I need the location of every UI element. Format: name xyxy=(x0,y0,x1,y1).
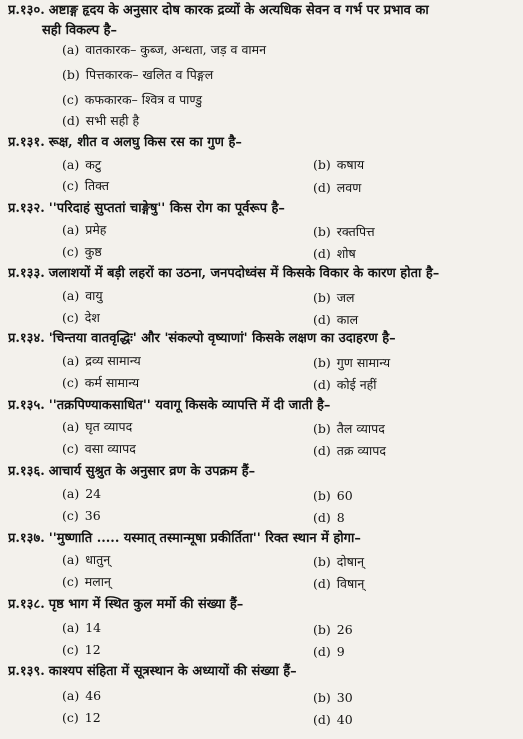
question-number: प्र.१३१. xyxy=(8,135,45,150)
question-137 xyxy=(8,530,517,547)
question-number: प्र.१३७. xyxy=(8,531,45,546)
option-b: (b) रक्तपित्त xyxy=(313,224,375,239)
question-text: आचार्य सुश्रुत के अनुसार व्रण के उपक्रम हैं– xyxy=(48,464,256,479)
option-b: (b) कषाय xyxy=(313,157,365,172)
question-139 xyxy=(8,663,517,680)
question-text: 'चिन्तया वातवृद्धिः' और 'संकल्पो वृष्याणां' किसके लक्षण का उदाहरण है– xyxy=(48,331,396,346)
option-d: (d) तक्र व्यापद xyxy=(313,443,386,458)
question-136 xyxy=(8,463,517,480)
option-c: (c) 12 xyxy=(62,642,101,657)
question-text: ''तक्रपिण्याकसाधित'' यवागू किसके व्यापत्ति में दी जाती है– xyxy=(48,398,331,413)
option-d: (d) कोई नहीं xyxy=(313,377,377,392)
question-text-continued: सही विकल्प है– xyxy=(42,23,118,38)
option-b: (b) तैल व्यापद xyxy=(313,421,385,436)
question-133 xyxy=(8,265,517,282)
option-a: (a) धातुन् xyxy=(62,552,111,567)
option-c: (c) मलान् xyxy=(62,574,111,589)
question-text: रूक्ष, शीत व अलघु किस रस का गुण है– xyxy=(48,135,242,150)
option-d: (d) विषान् xyxy=(313,576,365,591)
option-c: (c) 12 xyxy=(62,710,101,725)
question-number: प्र.१३२. xyxy=(8,201,45,216)
question-135 xyxy=(8,397,517,414)
option-a: (a) प्रमेह xyxy=(62,222,107,237)
question-134 xyxy=(8,330,517,347)
question-131 xyxy=(8,134,517,151)
option-a: (a) द्रव्य सामान्य xyxy=(62,353,141,368)
question-text: ''मुष्णाति ..... यस्मात् तस्मान्मूषा प्रकीर्तिता'' रिक्त स्थान में होगा– xyxy=(48,531,361,546)
option-a: (a) 46 xyxy=(62,688,102,703)
option-c: (c) तिक्त xyxy=(62,178,109,193)
option-a: (a) वातकारक– कुब्ज, अन्धता, जड़ व वामन xyxy=(62,42,267,57)
question-130 xyxy=(8,2,517,19)
option-c: (c) कर्म सामान्य xyxy=(62,375,140,390)
option-d: (d) 8 xyxy=(313,510,345,525)
option-a: (a) वायु xyxy=(62,288,103,303)
option-b: (b) दोषान् xyxy=(313,554,365,569)
question-text: पृष्ठ भाग में स्थित कुल मर्मो की संख्या हैं– xyxy=(48,597,244,612)
option-b: (b) पित्तकारक– खलित व पिङ्गल xyxy=(62,67,214,82)
option-d: (d) काल xyxy=(313,312,359,327)
question-number: प्र.१३६. xyxy=(8,464,45,479)
option-d: (d) लवण xyxy=(313,180,362,195)
option-c: (c) कुष्ठ xyxy=(62,244,102,259)
option-c: (c) कफकारक– श्वित्र व पाण्डु xyxy=(62,92,203,107)
question-text: काश्यप संहिता में सूत्रस्थान के अध्यायों की संख्या हैं– xyxy=(48,664,297,679)
option-d: (d) 9 xyxy=(313,644,345,659)
option-c: (c) 36 xyxy=(62,508,101,523)
option-d: (d) शोष xyxy=(313,246,356,261)
option-c: (c) देश xyxy=(62,310,100,325)
question-138 xyxy=(8,596,517,613)
question-number: प्र.१३४. xyxy=(8,331,45,346)
option-a: (a) कटु xyxy=(62,157,102,172)
option-a: (a) 24 xyxy=(62,486,102,501)
question-text: अष्टाङ्ग हृदय के अनुसार दोष कारक द्रव्यों के अत्यधिक सेवन व गर्भ पर प्रभाव का xyxy=(48,3,429,18)
option-b: (b) 26 xyxy=(313,622,353,637)
option-a: (a) 14 xyxy=(62,620,102,635)
option-a: (a) घृत व्यापद xyxy=(62,419,133,434)
question-number: प्र.१३९. xyxy=(8,664,45,679)
question-number: प्र.१३०. xyxy=(8,3,45,18)
option-b: (b) 30 xyxy=(313,690,353,705)
option-d: (d) सभी सही है xyxy=(62,113,140,128)
question-number: प्र.१३३. xyxy=(8,266,45,281)
question-number: प्र.१३८. xyxy=(8,597,45,612)
option-b: (b) गुण सामान्य xyxy=(313,355,391,370)
option-d: (d) 40 xyxy=(313,712,353,727)
question-text: ''परिदाहं सुप्ततां चाङ्गेषु'' किस रोग का पूर्वरूप है– xyxy=(48,201,285,216)
option-c: (c) वसा व्यापद xyxy=(62,441,136,456)
option-b: (b) जल xyxy=(313,290,355,305)
option-b: (b) 60 xyxy=(313,488,353,503)
question-number: प्र.१३५. xyxy=(8,398,45,413)
question-text: जलाशयों में बड़ी लहरों का उठना, जनपदोध्वंस में किसके विकार के कारण होता है– xyxy=(48,266,440,281)
question-132 xyxy=(8,200,517,217)
